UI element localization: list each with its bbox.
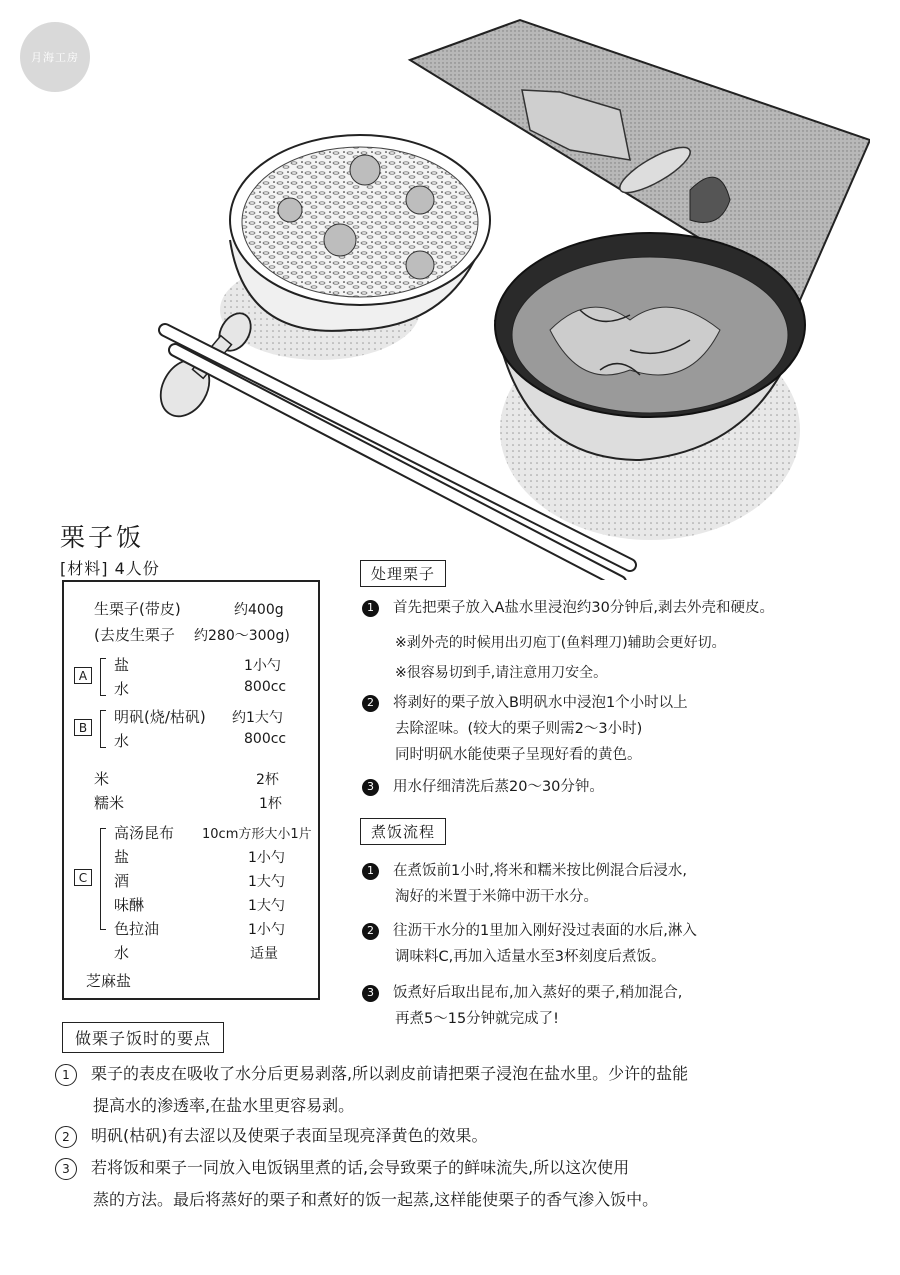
ingredient-name: 高汤昆布 [114, 824, 175, 842]
ingredient-qty: 1大勺 [248, 874, 285, 890]
ingredient-name: 味醂 [114, 896, 145, 914]
ingredient-name: 水 [114, 732, 130, 750]
ingredient-name: 酒 [114, 872, 130, 890]
chestnut-step-3 [362, 774, 604, 800]
ingredient-name: 色拉油 [114, 920, 160, 938]
ingredient-qty: 1杯 [259, 796, 282, 812]
step-number: 3 [362, 779, 379, 796]
ingredient-qty: 1大勺 [248, 898, 285, 914]
tip-text: 明矾(枯矾)有去涩以及使栗子表面呈现亮泽黄色的效果。 [91, 1126, 488, 1145]
step-number: 1 [362, 600, 379, 617]
tip-text: 栗子的表皮在吸收了水分后更易剥落,所以剥皮前请把栗子浸泡在盐水里。少许的盐能 [91, 1064, 689, 1083]
ingredient-name: 米 [94, 770, 110, 788]
chestnut-step-2 [362, 690, 688, 768]
step-text: 首先把栗子放入A盐水里浸泡约30分钟后,剥去外壳和硬皮。 [393, 600, 774, 616]
cooking-step-3 [362, 980, 682, 1032]
chestnut-step-1 [362, 595, 774, 621]
section-heading-chestnut: 处理栗子 [360, 560, 446, 587]
step-number: 1 [362, 863, 379, 880]
tip-item-3 [55, 1152, 658, 1216]
tip-text: 若将饭和栗子一同放入电饭锅里煮的话,会导致栗子的鲜味流失,所以这次使用 [91, 1158, 630, 1177]
tip-item-1 [55, 1058, 688, 1122]
ingredient-name: 水 [114, 944, 130, 962]
tip-item-2 [55, 1120, 488, 1152]
step-text: 往沥干水分的1里加入刚好没过表面的水后,淋入 [393, 923, 697, 939]
ingredient-name: (去皮生栗子 [94, 626, 175, 644]
step-text: 将剥好的栗子放入B明矾水中浸泡1个小时以上 [393, 695, 688, 711]
meal-illustration [150, 10, 870, 580]
rice-bowl [230, 135, 490, 331]
servings-label: [材料] 4人份 [60, 559, 160, 578]
note-line: ※很容易切到手,请注意用刀安全。 [395, 665, 608, 681]
recipe-title: 栗子饭 [60, 523, 145, 552]
ingredient-qty: 约280～300g) [194, 628, 290, 644]
step-text: 调味料C,再加入适量水至3杯刻度后煮饭。 [395, 949, 666, 965]
watermark-text: 月海工房 [31, 51, 79, 64]
ingredient-name: 水 [114, 680, 130, 698]
step-number: 2 [362, 923, 379, 940]
ingredient-qty: 1小勺 [248, 922, 285, 938]
step-text: 同时明矾水能使栗子呈现好看的黄色。 [395, 747, 642, 763]
ingredients-box [62, 580, 320, 1000]
tip-number: 1 [55, 1064, 77, 1086]
step-number: 2 [362, 695, 379, 712]
group-a-tag: A [74, 667, 92, 684]
group-a-bracket [100, 658, 106, 696]
ingredient-name: 生栗子(带皮) [94, 600, 181, 618]
tip-text: 提高水的渗透率,在盐水里更容易剥。 [93, 1096, 355, 1115]
note-line: ※剥外壳的时候用出刃庖丁(鱼料理刀)辅助会更好切。 [395, 635, 726, 651]
watermark-stamp [20, 22, 90, 92]
ingredient-name: 糯米 [94, 794, 125, 812]
group-b-bracket [100, 710, 106, 748]
step-number: 3 [362, 985, 379, 1002]
step-text: 饭煮好后取出昆布,加入蒸好的栗子,稍加混合, [393, 985, 683, 1001]
group-b-tag: B [74, 719, 92, 736]
step-text: 再煮5～15分钟就完成了! [395, 1011, 559, 1027]
ingredient-name: 芝麻盐 [86, 972, 132, 990]
cooking-step-2 [362, 918, 697, 970]
group-c-bracket [100, 828, 106, 930]
group-c-tag: C [74, 869, 92, 886]
ingredient-qty: 800cc [244, 679, 287, 695]
ingredient-qty: 2杯 [256, 772, 279, 788]
ingredient-name: 盐 [114, 656, 130, 674]
step-text: 用水仔细清洗后蒸20～30分钟。 [393, 779, 604, 795]
step-text: 去除涩味。(较大的栗子则需2～3小时) [395, 721, 643, 737]
ingredient-qty: 适量 [250, 946, 278, 962]
ingredient-qty: 1小勺 [244, 658, 281, 674]
ingredient-qty: 10cm方形大小1片 [202, 827, 312, 842]
ingredient-name: 明矾(烧/枯矾) [114, 708, 206, 726]
tip-number: 3 [55, 1158, 77, 1180]
ingredient-qty: 800cc [244, 731, 287, 747]
cooking-step-1 [362, 858, 687, 910]
tip-number: 2 [55, 1126, 77, 1148]
ingredient-qty: 1小勺 [248, 850, 285, 866]
section-heading-cooking: 煮饭流程 [360, 818, 446, 845]
step-text: 在煮饭前1小时,将米和糯米按比例混合后浸水, [393, 863, 687, 879]
tips-heading: 做栗子饭时的要点 [62, 1022, 224, 1053]
ingredient-qty: 约1大勺 [232, 710, 283, 726]
tip-text: 蒸的方法。最后将蒸好的栗子和煮好的饭一起蒸,这样能使栗子的香气渗入饭中。 [93, 1190, 659, 1209]
ingredient-qty: 约400g [234, 602, 284, 618]
ingredient-name: 盐 [114, 848, 130, 866]
step-text: 淘好的米置于米筛中沥干水分。 [395, 889, 598, 905]
